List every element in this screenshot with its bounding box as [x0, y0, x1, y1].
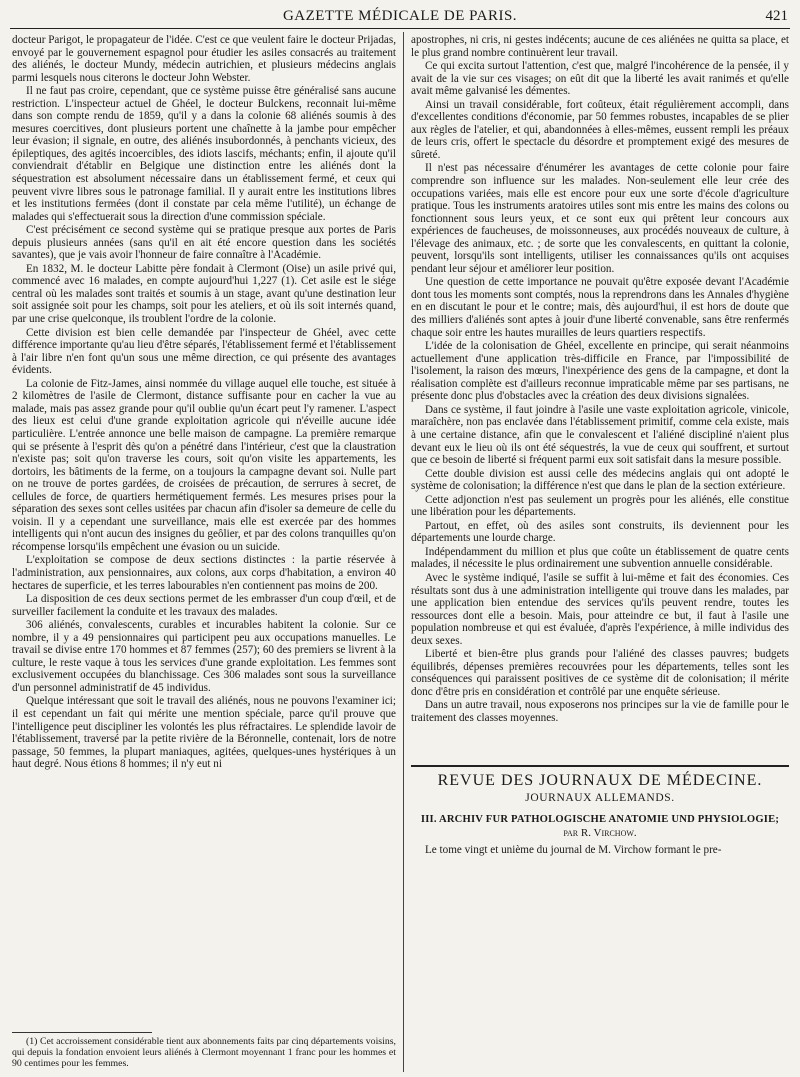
section-divider [411, 765, 789, 767]
paragraph: Il ne faut pas croire, cependant, que ce système puisse être généralisé sans aucune restriction. L'inspecteur actuel de Ghéel, le docteur Bulckens, reconnait lui-même dans son compte rendu de 1859, qu'il y a dans la colonie 68 aliénés soumis à des mesures coercitives, dont plusieurs portent une chaînette à la jambe pour empêcher leur évasion; il signale, en outre, des aliénés insubordonnés, à penchants vicieux, des épileptiques, des agités incoercibles, des idiots lascifs, méchants; enfin, il ajoute qu'il conviendrait d'établir en Belgique une distinction entre les aliénés dont la séquestration est absolument nécessaire dans un établissement fermé, et ceux qui peuvent vivre libres sous le patronage familial. Il y aurait entre les institutions libres et les institutions fermées (dont il constate par cela même l'utilité), un échange de malades qui s'effectuerait sous la direction d'une commission spéciale. [12, 85, 396, 223]
journal-title: III. ARCHIV FUR PATHOLOGISCHE ANATOMIE UND PHYSIOLOGIE; [420, 813, 780, 825]
paragraph: Le tome vingt et unième du journal de M. Virchow formant le pre- [425, 843, 722, 856]
paragraph: Ainsi un travail considérable, fort coûteux, était régulièrement accompli, dans d'excellentes conditions d'économie, par 50 femmes robustes, incapables de se plier aux règles de l'atelier, et qui, abandonnées à elles-mêmes, eussent rempli les préaux de leurs cris, offert le spectacle du désordre et promptement exigé des mesures de sûreté. [411, 98, 789, 161]
paragraph: C'est précisément ce second système qui se pratique presque aux portes de Paris depuis plusieurs années (sans qu'il en ait été encore question dans les sociétés savantes), que je vais avoir l'honneur de faire connaître à l'Académie. [12, 224, 396, 262]
section-subtitle: JOURNAUX ALLEMANDS. [525, 792, 675, 805]
running-head: GAZETTE MÉDICALE DE PARIS. [282, 8, 518, 24]
footnote-divider [12, 1032, 152, 1033]
paragraph: Dans ce système, il faut joindre à l'asile une vaste exploitation agricole, vinicole, maraîchère, non pas enclavée dans l'établissement primitif, comme cela existe, mais à une certaine distance, afin que le convalescent et l'aliéné discipliné n'aient plus devant eux le lieu où ils ont été séquestrés, la vue de ceux qui souffrent, et surtout que ce besoin de liberté si fréquent parmi eux soit satisfait dans la mesure possible. [411, 403, 789, 467]
page-number: 421 [765, 8, 788, 24]
paragraph: La disposition de ces deux sections permet de les embrasser d'un coup d'œil, et de surveiller facilement la conduite et les travaux des malades. [12, 593, 396, 618]
journal-author: par R. Virchow. [563, 827, 637, 840]
paragraph: Cette division est bien celle demandée par l'inspecteur de Ghéel, avec cette différence importante qu'au lieu d'être séparés, l'établissement fermé et l'établissement à l'air libre n'en font qu'un sous une même direction, ce qui présente des avantages évidents. [12, 326, 396, 377]
footnote: (1) Cet accroissement considérable tient aux abonnements faits par cinq départements voisins, qui depuis la fondation envoient leurs aliénés à Clermont moyennant 1 franc pour les hommes et 90 centimes pour les femmes. [12, 1036, 396, 1069]
paragraph: docteur Parigot, le propagateur de l'idée. C'est ce que veulent faire le docteur Prijadas, envoyé par le gouvernement espagnol pour étudier les asiles consacrés au traitement des aliénés, le docteur Mundy, médecin autrichien, et plusieurs médecins anglais parmi lesquels nous citerons le docteur John Webster. [12, 34, 396, 84]
paragraph: Cette double division est aussi celle des médecins anglais qui ont adopté le système de colonisation; la différence n'est que dans le plan de la section extérieure. [411, 467, 789, 493]
paragraph: La colonie de Fitz-James, ainsi nommée du village auquel elle touche, est située à 2 kilomètres de l'asile de Clermont, distance suffisante pour en cacher la vue au malade, mais pas assez grande pour qu'il oublie qu'un écart peut l'y ramener. L'aspect des lieux est celui d'une grande exploitation agricole qui n'éveille aucune idée particulière. L'entrée annonce une belle maison de campagne. La première remarque qui se présente à l'esprit dès qu'on a pénétré dans l'intérieur, c'est que la claustration n'existe pas; soit qu'on traverse les cours, soit qu'on visite les appartements, les dortoirs, les bâtiments de la ferme, on a toujours la campagne devant soi. Nulle part on ne trouve de portes gardées, de croisées de précaution, de serrures à secret, de cellules de force, de quartiers hermétiquement fermés. Les mesures prises pour la séparation des sexes sont celles usitées par chacun afin d'isoler sa demeure de celle du voisin. Il y a cependant une surveillance, mais elle est exercée par des hommes intelligents qui n'ont aucun des insignes du geôlier, et par des colons tranquilles qu'on récompense lorsqu'ils empêchent une évasion ou un suicide. [12, 377, 396, 553]
paragraph: Quelque intéressant que soit le travail des aliénés, nous ne pouvons l'examiner ici; il est cependant un fait qui mérite une mention spéciale, parce qu'il prouve que l'intelligence peut discipliner les volontés les plus réfractaires. Le splendide lavoir de l'établissement, traversé par la petite rivière de la Béronnelle, contenait, lors de notre passage, 50 femmes, la plupart maniaques, agitées, quelques-unes hystériques à un haut degré. Nous étions 8 hommes; il n'y eut ni [12, 695, 396, 771]
column-divider [403, 32, 404, 1072]
paragraph: Une question de cette importance ne pouvait qu'être exposée devant l'Académie dont tous les moments sont comptés, nous la reprendrons dans les Annales d'hygiène en en discutant le pour et le contre; mais, dès aujourd'hui, il est hors de doute que des milliers d'aliénés sont aptes à jouir d'une liberté convenable, sans être renfermés chaque soir entre les hautes murailles de leurs quartiers respectifs. [411, 276, 789, 339]
paragraph: Cette adjonction n'est pas seulement un progrès pour les aliénés, elle constitue une libération pour les départements. [411, 493, 789, 519]
paragraph: 306 aliénés, convalescents, curables et incurables habitent la colonie. Sur ce nombre, il y a 49 pensionnaires qui participent peu aux occupations manuelles. Le travail se divise entre 170 hommes et 87 femmes (257); 60 des premiers se livrent à la culture, le reste vaque à tous les services d'une grande exploitation. Les femmes sont exclusivement occupées du blanchissage. Ces 306 malades sont sous la surveillance d'un personnel administratif de 45 individus. [12, 619, 396, 694]
section-title: REVUE DES JOURNAUX DE MÉDECINE. [437, 771, 763, 789]
paragraph: L'idée de la colonisation de Ghéel, excellente en principe, qui serait néanmoins actuellement d'une application très-difficile en France, par l'impossibilité de l'isolement, la raison des mœurs, l'inexpérience des gens de la campagne, et dont la réalisation complète est d'ailleurs reconnue impraticable même par ses partisans, ne présente donc plus d'obstacles avec la création des deux divisions signalées. [411, 340, 789, 403]
paragraph: En 1832, M. le docteur Labitte père fondait à Clermont (Oise) un asile privé qui, commencé avec 16 malades, en compte aujourd'hui 1,227 (1). Cet asile est le siége central où les malades sont traités et soumis à un stage, avant qu'une destination leur soit assignée soit pour les champs, soit pour les ateliers, et où ils soit internés quand, par une crise quelconque, ils troublent l'ordre de la colonie. [12, 262, 396, 326]
paragraph: Partout, en effet, où des asiles sont construits, ils deviennent pour les départements une lourde charge. [411, 519, 789, 545]
left-column-body [12, 34, 396, 1030]
paragraph: Ce qui excita surtout l'attention, c'est que, malgré l'incohérence de la pensée, il y avait de la vie sur ces visages; on eût dit que la liberté les avait ranimés et qu'elle avait même galvanisé les démentes. [411, 60, 789, 98]
paragraph: Liberté et bien-être plus grands pour l'aliéné des classes pauvres; budgets équilibrés, dépenses premières recouvrées pour les départements, telles sont les conséquences qui paraissent positives de ce système dit de colonisation; il mérite donc d'être pris en considération et contrôlé par une enquête sérieuse. [411, 648, 789, 698]
paragraph: L'exploitation se compose de deux sections distinctes : la partie réservée à l'administration, aux pensionnaires, aux colons, aux corps d'habitation, a environ 40 hectares de superficie, et les terres labourables n'en contiennent pas moins de 200. [12, 554, 396, 592]
paragraph: apostrophes, ni cris, ni gestes indécents; aucune de ces aliénées ne quitta sa place, et le plus grand nombre continuèrent leur travail. [411, 34, 789, 59]
paragraph: Indépendamment du million et plus que coûte un établissement de quatre cents malades, il nécessite le plus ordinairement une subvention annuelle considérable. [411, 545, 789, 571]
page-header [10, 4, 790, 29]
paragraph: Dans un autre travail, nous exposerons nos principes sur la vie de famille pour le traitement des classes moyennes. [411, 699, 789, 724]
paragraph: Avec le système indiqué, l'asile se suffit à lui-même et fait des économies. Ces résultats sont dus à une administration intelligente qui trouve dans les malades, par une application bien entendue des services qu'ils peuvent rendre, toutes les ressources dont elle a besoin. Mais, pour atteindre ce but, il faut à l'asile une population nombreuse et qui est évaluée, d'après l'expérience, à mille individus des deux sexes. [411, 571, 789, 647]
right-column [411, 34, 789, 1074]
paragraph: Il n'est pas nécessaire d'énumérer les avantages de cette colonie pour faire comprendre son influence sur les malades. Non-seulement elle leur crée des occupations variées, mais elle est encore pour eux une sorte d'école d'agriculture pratique. Tous les instruments aratoires utiles sont mis entre les mains des colons ou fonctionnent sous leurs yeux, et ce sont eux qui prêtent leur concours aux expériences de faucheuses, de moissonneuses, aux procédés nouveaux de culture, à l'élevage des animaux, etc. ; de sorte que les convalescents, en quittant la colonie, peuvent, lorsqu'ils sont intelligents, utiliser les connaissances qu'ils ont acquises pendant leur séjour et améliorer leur position. [411, 162, 789, 275]
left-column [12, 34, 396, 1074]
